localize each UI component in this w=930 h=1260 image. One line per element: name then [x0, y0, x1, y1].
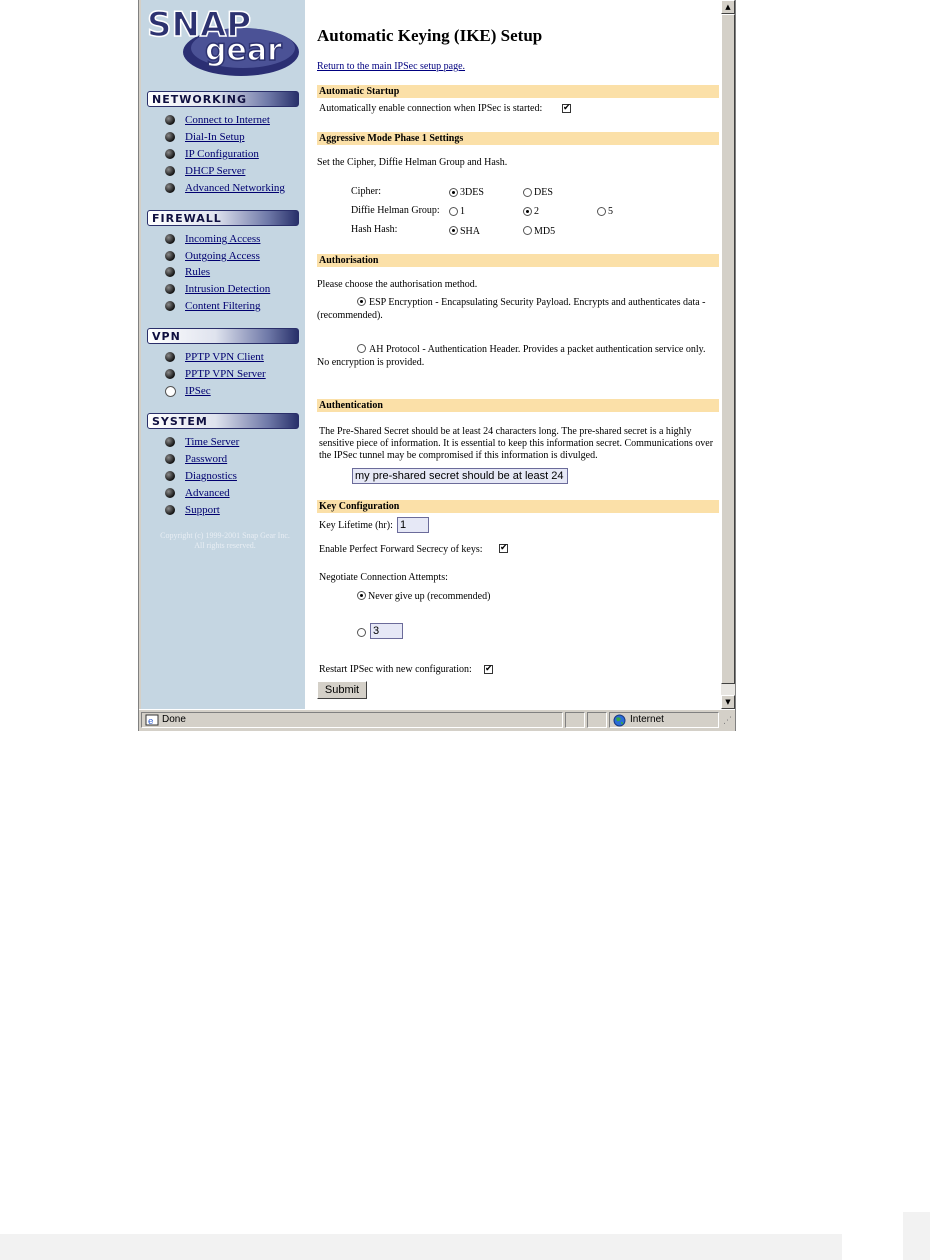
status-bar [139, 709, 735, 730]
authorisation-intro: Please choose the authorisation method. [317, 279, 478, 290]
hash-md5-label: MD5 [534, 226, 556, 237]
hash-md5-radio[interactable] [523, 226, 532, 235]
section-heading: Key Configuration [319, 501, 400, 512]
never-give-up-label: Never give up (recommended) [368, 591, 491, 602]
dh-label: Diffie Helman Group: [351, 205, 440, 216]
nav-link[interactable]: Dial-In Setup [185, 131, 245, 143]
dh-2-label: 2 [534, 206, 539, 217]
section-bar-phase1 [317, 132, 719, 145]
esp-text: ESP Encryption - Encapsulating Security Payload. Encrypts and authenticates data - (recommended). [317, 297, 706, 321]
nav-link[interactable]: Password [185, 453, 228, 465]
key-lifetime-input[interactable] [397, 517, 429, 533]
section-vpn [147, 328, 299, 344]
copyright [155, 531, 295, 551]
hash-label: Hash Hash: [351, 224, 398, 235]
nav-link[interactable]: Support [185, 504, 220, 516]
nav-link[interactable]: IP Configuration [185, 148, 259, 160]
nav-link[interactable]: PPTP VPN Client [185, 351, 264, 363]
status-pane-empty [565, 712, 585, 728]
page-done-icon [145, 714, 159, 726]
bullet-icon [165, 437, 175, 447]
bullet-icon [165, 166, 175, 176]
scroll-thumb[interactable] [721, 14, 735, 684]
section-heading: Automatic Startup [319, 86, 400, 97]
section-firewall [147, 210, 299, 226]
snapgear-logo [143, 0, 301, 78]
never-give-up-radio[interactable] [357, 591, 366, 600]
section-bar-authentication [317, 399, 719, 412]
sidebar [141, 0, 305, 709]
restart-label: Restart IPSec with new configuration: [319, 664, 472, 675]
bullet-icon [165, 454, 175, 464]
section-bar-startup [317, 85, 719, 98]
page-title: Automatic Keying (IKE) Setup [317, 26, 543, 45]
auto-enable-checkbox[interactable] [562, 104, 571, 113]
dh-5-label: 5 [608, 206, 613, 217]
phase1-intro: Set the Cipher, Diffie Helman Group and Hash. [317, 157, 508, 168]
authentication-text: The Pre-Shared Secret should be at least 24 characters long. The pre-shared secret is a highly sensitive piece of information. It is essential to keep this information secret. Communications over the IPSec tunnel may be compromised if this information is divulged. [319, 426, 714, 461]
bullet-icon [165, 183, 175, 193]
bullet-icon [165, 267, 175, 277]
zone-pane [609, 712, 719, 728]
zone-text: Internet [630, 714, 664, 725]
section-networking [147, 91, 299, 107]
dh-5-radio[interactable] [597, 207, 606, 216]
attempts-radio[interactable] [357, 628, 366, 637]
nav-link[interactable]: IPSec [185, 385, 211, 397]
nav-link[interactable]: Rules [185, 266, 211, 278]
nav-link[interactable]: Content Filtering [185, 300, 261, 312]
cipher-3des-label: 3DES [460, 187, 484, 198]
auto-enable-label: Automatically enable connection when IPSec is started: [319, 103, 543, 114]
preshared-secret-input[interactable] [352, 468, 568, 484]
nav-link[interactable]: Outgoing Access [185, 250, 260, 262]
nav-link[interactable]: Connect to Internet [185, 114, 270, 126]
scroll-down-icon[interactable]: ▼ [721, 695, 735, 709]
bullet-icon [165, 488, 175, 498]
section-heading: Authorisation [319, 255, 379, 266]
status-text: Done [162, 714, 186, 725]
section-title: FIREWALL [152, 212, 222, 225]
svg-text:SNAP: SNAP [147, 5, 252, 45]
scroll-up-icon[interactable]: ▲ [721, 0, 735, 14]
browser-window [138, 0, 736, 731]
pfs-label: Enable Perfect Forward Secrecy of keys: [319, 544, 483, 555]
section-system [147, 413, 299, 429]
return-link[interactable]: Return to the main IPSec setup page. [317, 61, 466, 72]
bullet-icon [165, 284, 175, 294]
vertical-scrollbar[interactable] [721, 0, 735, 709]
section-bar-key-config [317, 500, 719, 513]
hash-sha-radio[interactable] [449, 226, 458, 235]
nav-link[interactable]: Incoming Access [185, 233, 261, 245]
submit-button[interactable]: Submit [317, 681, 367, 699]
key-lifetime-label: Key Lifetime (hr): [319, 520, 393, 531]
nav-link[interactable]: Advanced Networking [185, 182, 285, 194]
nav-link[interactable]: Intrusion Detection [185, 283, 271, 295]
copyright-line: Copyright (c) 1999-2001 Snap Gear Inc. [160, 531, 290, 540]
bullet-icon [165, 132, 175, 142]
section-heading: Aggressive Mode Phase 1 Settings [319, 133, 464, 144]
hash-sha-label: SHA [460, 226, 481, 237]
cipher-des-radio[interactable] [523, 188, 532, 197]
bullet-icon [165, 369, 175, 379]
svg-text:e: e [148, 717, 154, 726]
nav-link[interactable]: Diagnostics [185, 470, 237, 482]
cipher-label: Cipher: [351, 186, 381, 197]
restart-checkbox[interactable] [484, 665, 493, 674]
bullet-icon [165, 301, 175, 311]
section-title: SYSTEM [152, 415, 208, 428]
bullet-open-icon [165, 386, 176, 397]
pfs-checkbox[interactable] [499, 544, 508, 553]
cipher-3des-radio[interactable] [449, 188, 458, 197]
section-title: NETWORKING [152, 93, 248, 106]
page-footer-box [903, 1212, 930, 1260]
bullet-icon [165, 471, 175, 481]
status-pane [141, 712, 563, 728]
resize-grip-icon[interactable]: ⋰ [723, 716, 732, 726]
bullet-icon [165, 115, 175, 125]
bullet-icon [165, 505, 175, 515]
nav-link[interactable]: DHCP Server [185, 165, 246, 177]
bullet-icon [165, 149, 175, 159]
svg-text:gear: gear [205, 33, 282, 68]
page-viewport [141, 0, 721, 709]
dh-1-radio[interactable] [449, 207, 458, 216]
section-bar-authorisation [317, 254, 719, 267]
section-title: VPN [152, 330, 181, 343]
bullet-icon [165, 234, 175, 244]
attempts-input[interactable] [370, 623, 403, 639]
bullet-icon [165, 251, 175, 261]
nav-link[interactable]: PPTP VPN Server [185, 368, 266, 380]
bullet-icon [165, 352, 175, 362]
cipher-des-label: DES [534, 187, 553, 198]
ah-text: AH Protocol - Authentication Header. Provides a packet authentication service only. No encryption is provided. [317, 344, 706, 368]
negotiate-label: Negotiate Connection Attempts: [319, 572, 448, 583]
page-footer-strip [0, 1234, 842, 1260]
section-heading: Authentication [319, 400, 383, 411]
status-pane-empty [587, 712, 607, 728]
dh-2-radio[interactable] [523, 207, 532, 216]
nav-link[interactable]: Advanced [185, 487, 230, 499]
globe-icon [613, 714, 626, 727]
nav-link[interactable]: Time Server [185, 436, 240, 448]
copyright-line: All rights reserved. [194, 541, 256, 550]
dh-1-label: 1 [460, 206, 465, 217]
